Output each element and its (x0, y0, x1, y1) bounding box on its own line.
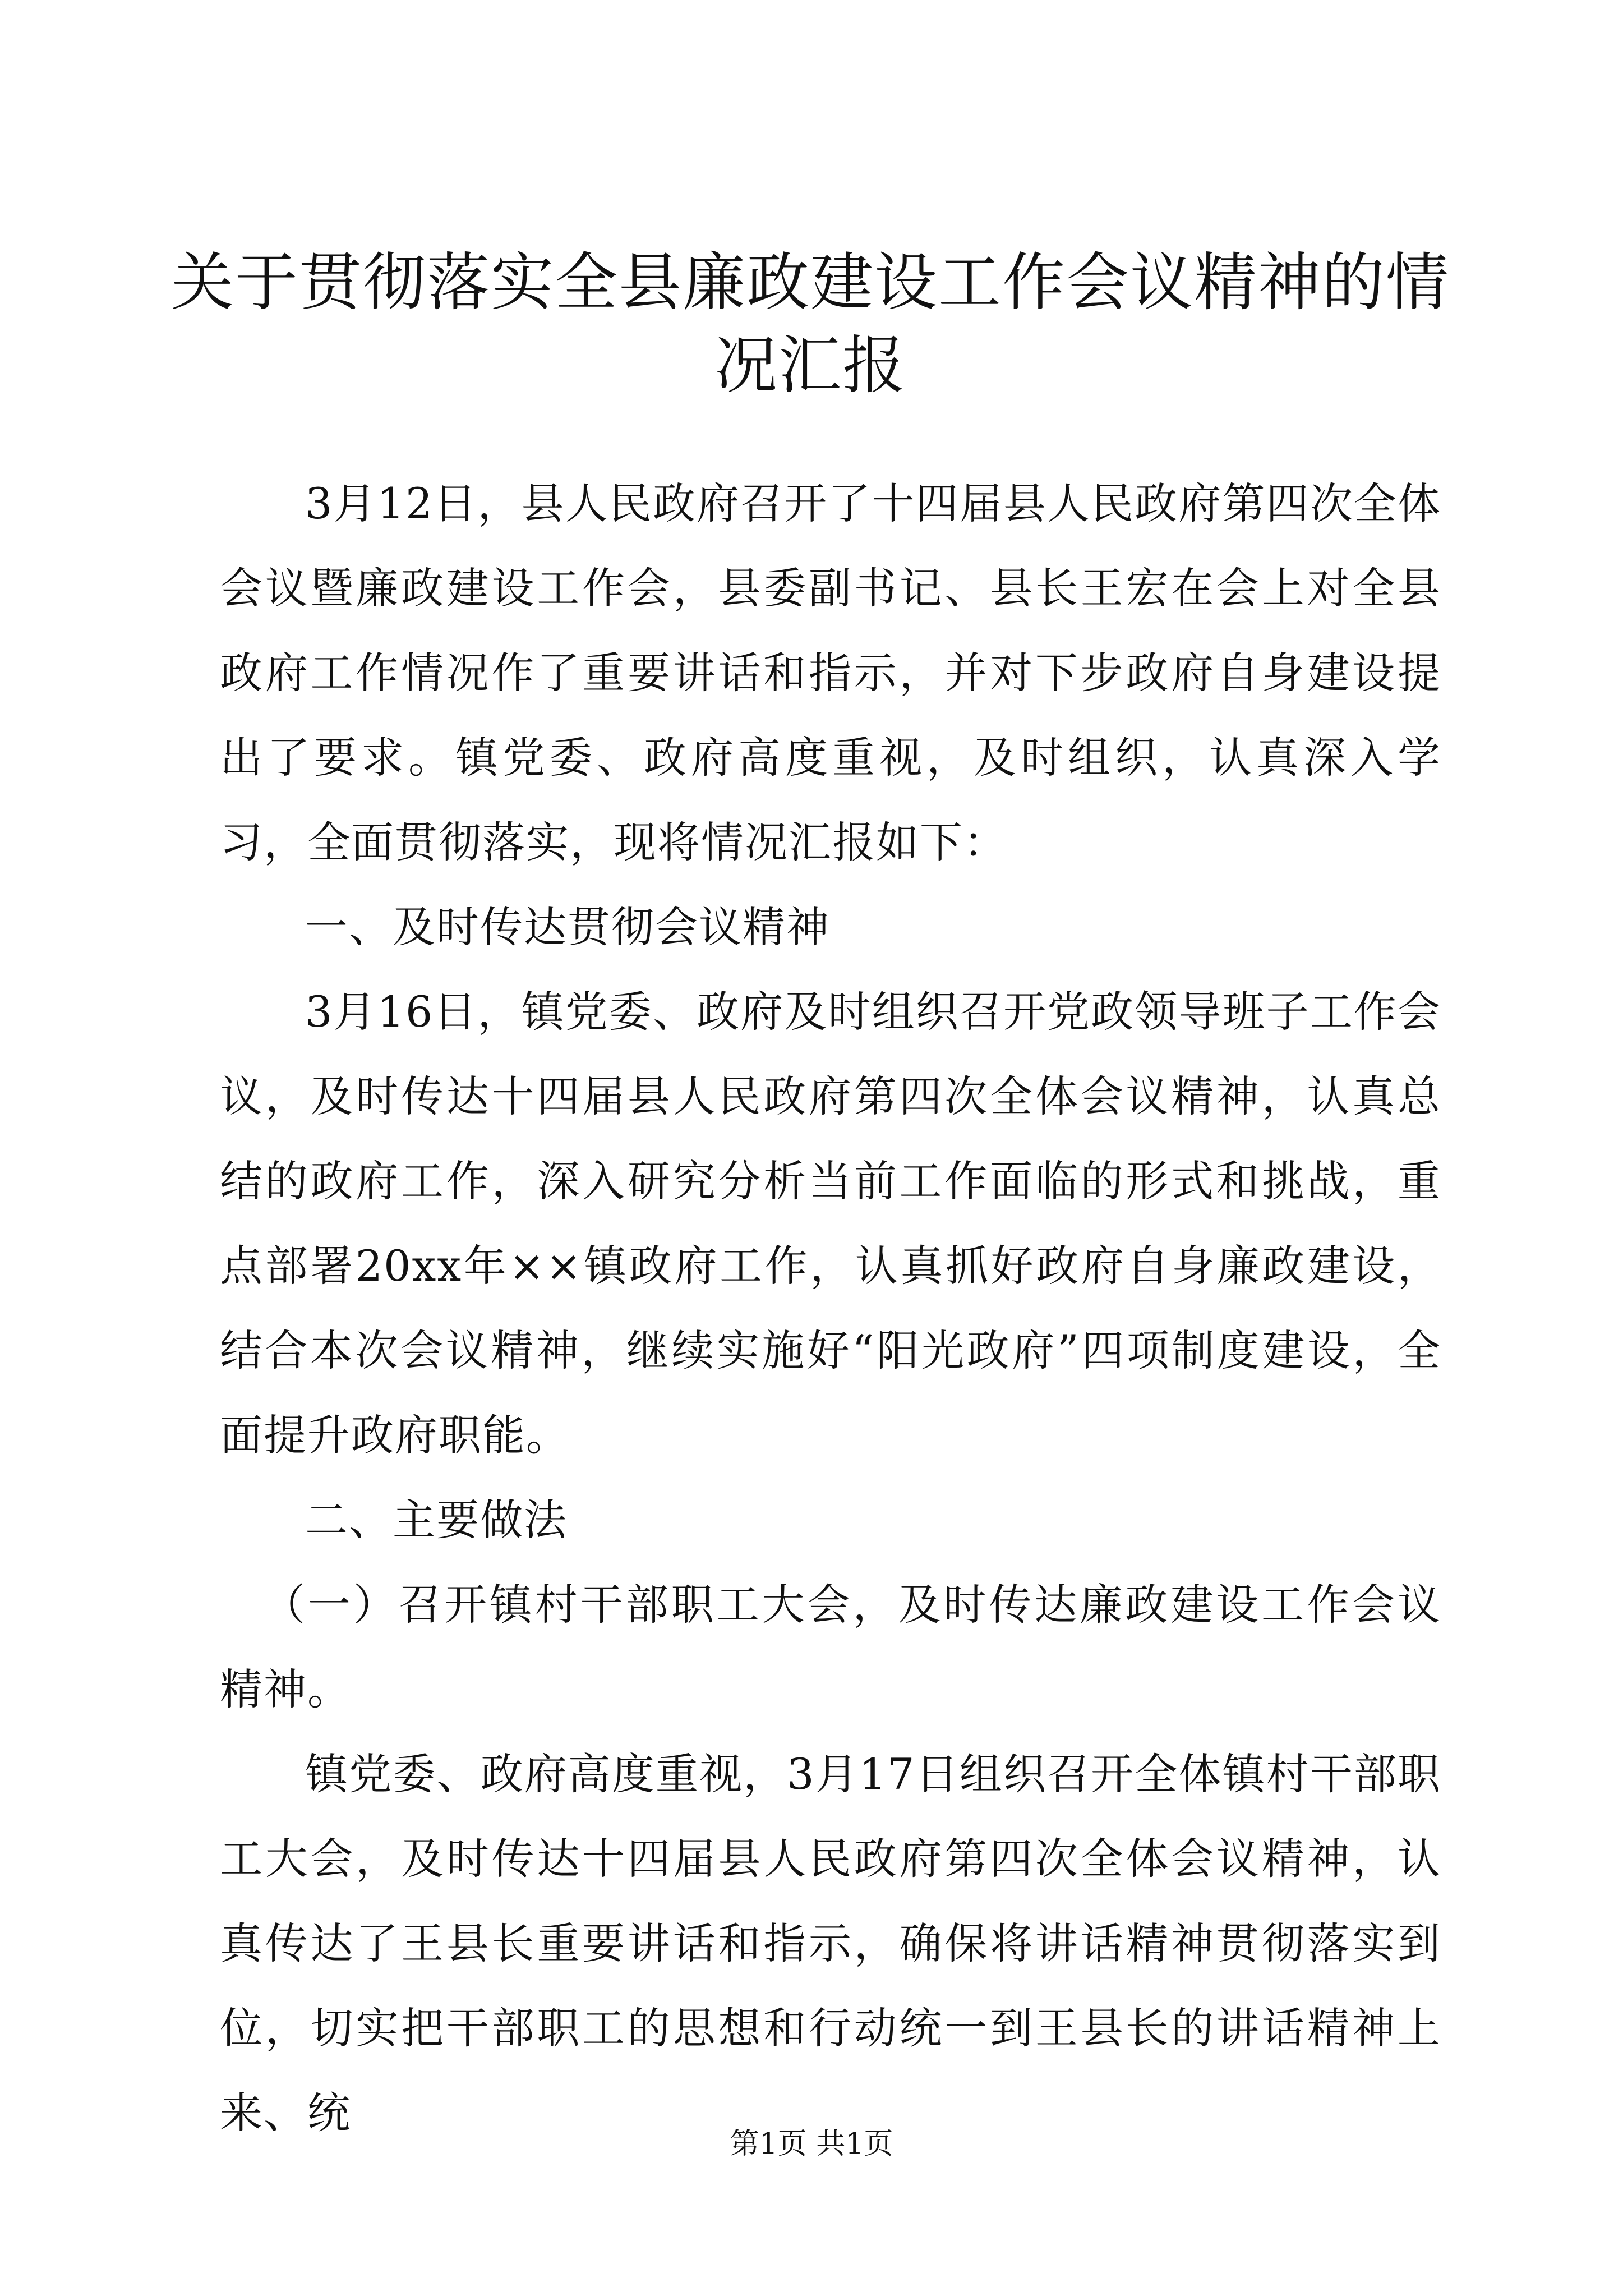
page-footer: 第1页 共1页 (730, 2127, 893, 2161)
section-1-paragraph: 3月16日，镇党委、政府及时组织召开党政领导班子工作会议，及时传达十四届县人民政府第四次全体会议精神，认真总结的政府工作，深入研究分析当前工作面临的形式和挑战，重点部署20xx年××镇政府工作，认真抓好政府自身廉政建设，结合本次会议精神，继续实施好“阳光政府”四项制度建设，全面提升政府职能。 (220, 987, 1441, 1460)
subsection-heading-1: （一）召开镇村干部职工大会，及时传达廉政建设工作会议精神。 (220, 1580, 1441, 1714)
document-title: 关于贯彻落实全县廉政建设工作会议精神的情况汇报 (171, 246, 1450, 402)
section-heading-1: 一、及时传达贯彻会议精神 (305, 902, 830, 952)
section-heading-2: 二、主要做法 (305, 1495, 568, 1545)
subsection-1-paragraph: 镇党委、政府高度重视，3月17日组织召开全体镇村干部职工大会，及时传达十四届县人民政府第四次全体会议精神，认真传达了王县长重要讲话和指示，确保将讲话精神贯彻落实到位，切实把干部职工的思想和行动统一到王县长的讲话精神上来、统 (220, 1749, 1441, 2138)
intro-paragraph: 3月12日，县人民政府召开了十四届县人民政府第四次全体会议暨廉政建设工作会，县委副书记、县长王宏在会上对全县政府工作情况作了重要讲话和指示，并对下步政府自身建设提出了要求。镇党委、政府高度重视，及时组织，认真深入学习，全面贯彻落实，现将情况汇报如下： (220, 478, 1441, 867)
document-body (220, 461, 1441, 2155)
